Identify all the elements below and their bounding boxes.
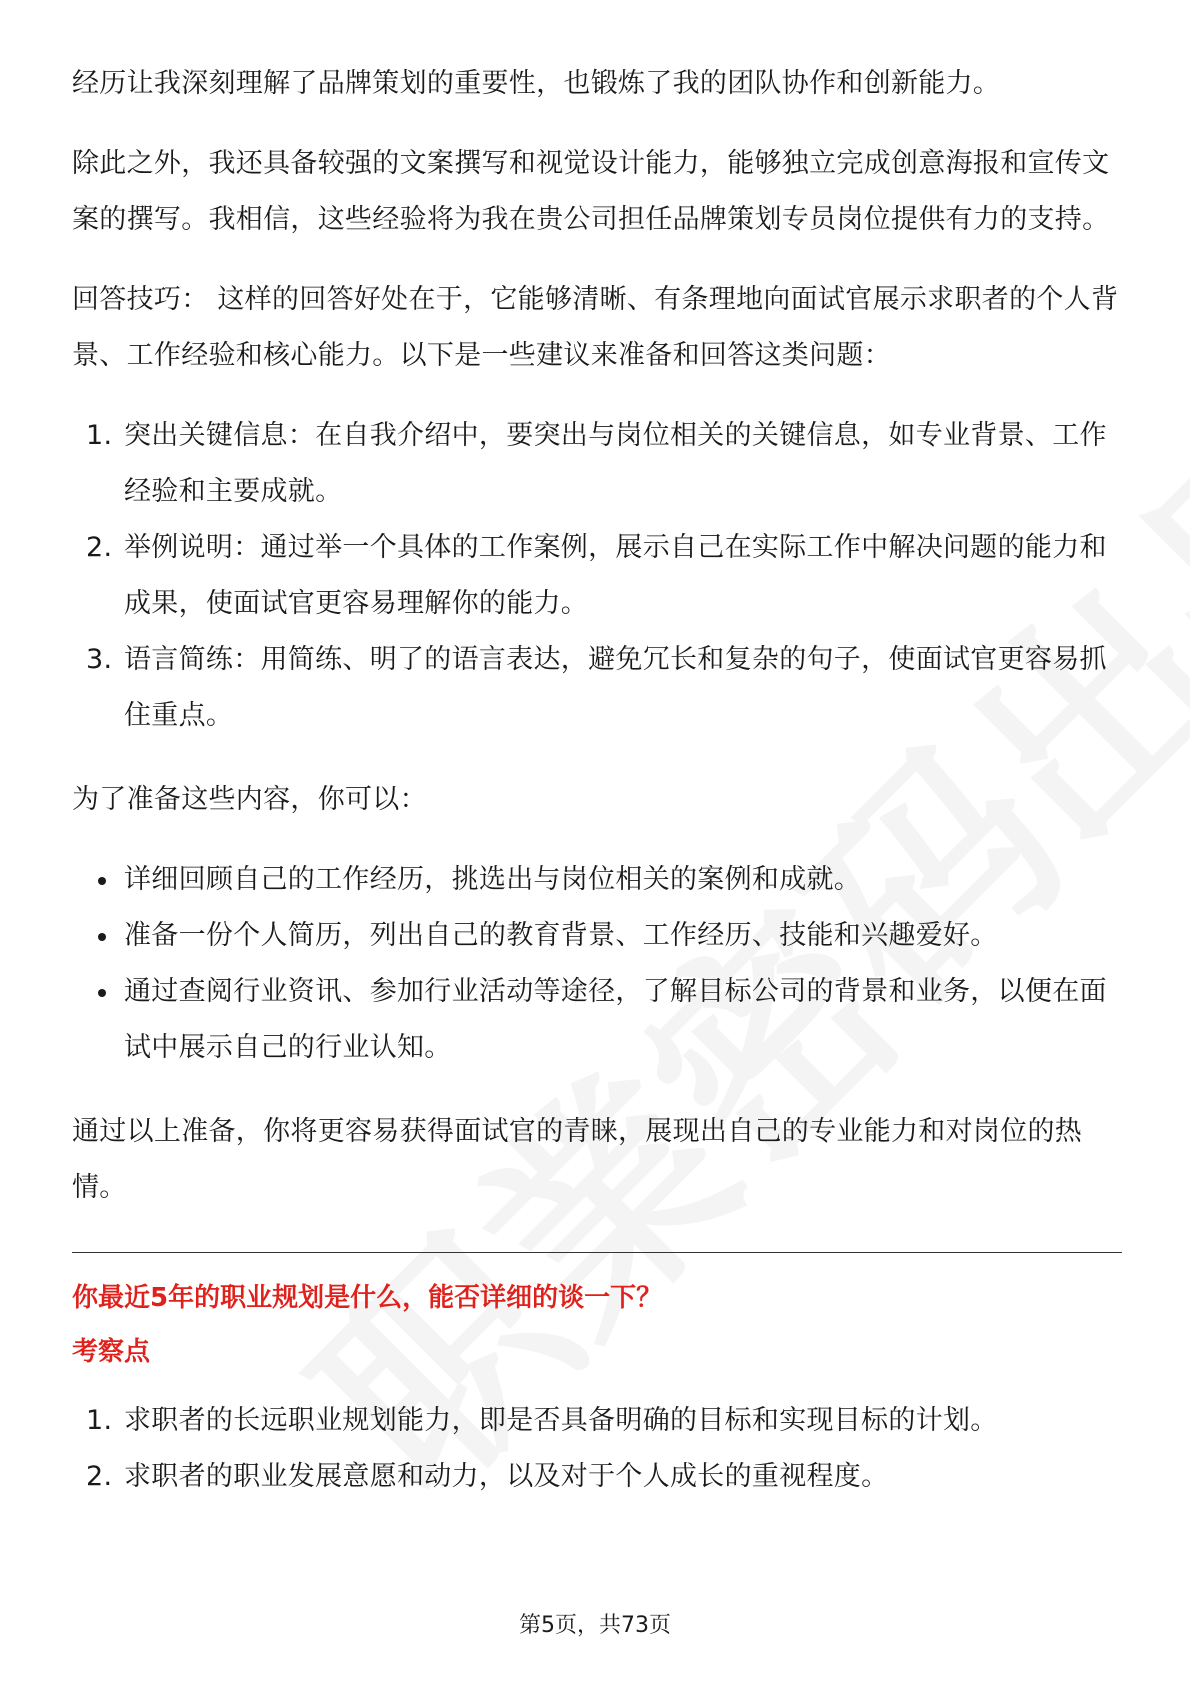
document-page [72,56,1122,1505]
list-number: 1. [86,420,113,451]
list-item [72,1393,1122,1449]
list-number: 3. [86,644,113,675]
list-item [72,520,1122,632]
tips-list [72,408,1122,744]
question-subtitle: 考察点 [72,1337,151,1367]
paragraph-1: 经历让我深刻理解了品牌策划的重要性，也锻炼了我的团队协作和创新能力。 [72,68,1001,99]
list-item-text: 通过查阅行业资讯、参加行业活动等途径，了解目标公司的背景和业务，以便在面试中展示自己的行业认知。 [124,976,1107,1063]
list-item [72,632,1122,744]
list-item [72,908,1122,964]
list-item-text: 突出关键信息：在自我介绍中，要突出与岗位相关的关键信息，如专业背景、工作经验和主要成就。 [124,420,1107,507]
bullet-icon [98,989,106,997]
section-divider [72,1252,1122,1253]
question-points-list [72,1393,1122,1505]
list-item-text: 求职者的职业发展意愿和动力，以及对于个人成长的重视程度。 [124,1461,889,1492]
list-item-text: 举例说明：通过举一个具体的工作案例，展示自己在实际工作中解决问题的能力和成果，使面试官更容易理解你的能力。 [124,532,1107,619]
list-item-text: 语言简练：用简练、明了的语言表达，避免冗长和复杂的句子，使面试官更容易抓住重点。 [124,644,1107,731]
prep-list [72,852,1122,1076]
bullet-icon [98,877,106,885]
list-item [72,852,1122,908]
list-number: 1. [86,1405,113,1436]
question-title: 你最近5年的职业规划是什么，能否详细的谈一下？ [72,1283,663,1313]
list-item [72,1449,1122,1505]
paragraph-3: 回答技巧： 这样的回答好处在于，它能够清晰、有条理地向面试官展示求职者的个人背景、工作经验和核心能力。以下是一些建议来准备和回答这类问题： [72,284,1119,371]
list-item-text: 求职者的长远职业规划能力，即是否具备明确的目标和实现目标的计划。 [124,1405,998,1436]
list-item [72,408,1122,520]
paragraph-5: 通过以上准备，你将更容易获得面试官的青睐，展现出自己的专业能力和对岗位的热情。 [72,1116,1083,1203]
list-number: 2. [86,532,113,563]
list-item-text: 详细回顾自己的工作经历，挑选出与岗位相关的案例和成就。 [124,864,862,895]
bullet-icon [98,933,106,941]
paragraph-4: 为了准备这些内容，你可以： [72,784,427,815]
page-footer: 第5页，共73页 [519,1613,671,1638]
list-number: 2. [86,1461,113,1492]
paragraph-2: 除此之外，我还具备较强的文案撰写和视觉设计能力，能够独立完成创意海报和宣传文案的撰写。我相信，这些经验将为我在贵公司担任品牌策划专员岗位提供有力的支持。 [72,148,1110,235]
list-item [72,964,1122,1076]
list-item-text: 准备一份个人简历，列出自己的教育背景、工作经历、技能和兴趣爱好。 [124,920,998,951]
